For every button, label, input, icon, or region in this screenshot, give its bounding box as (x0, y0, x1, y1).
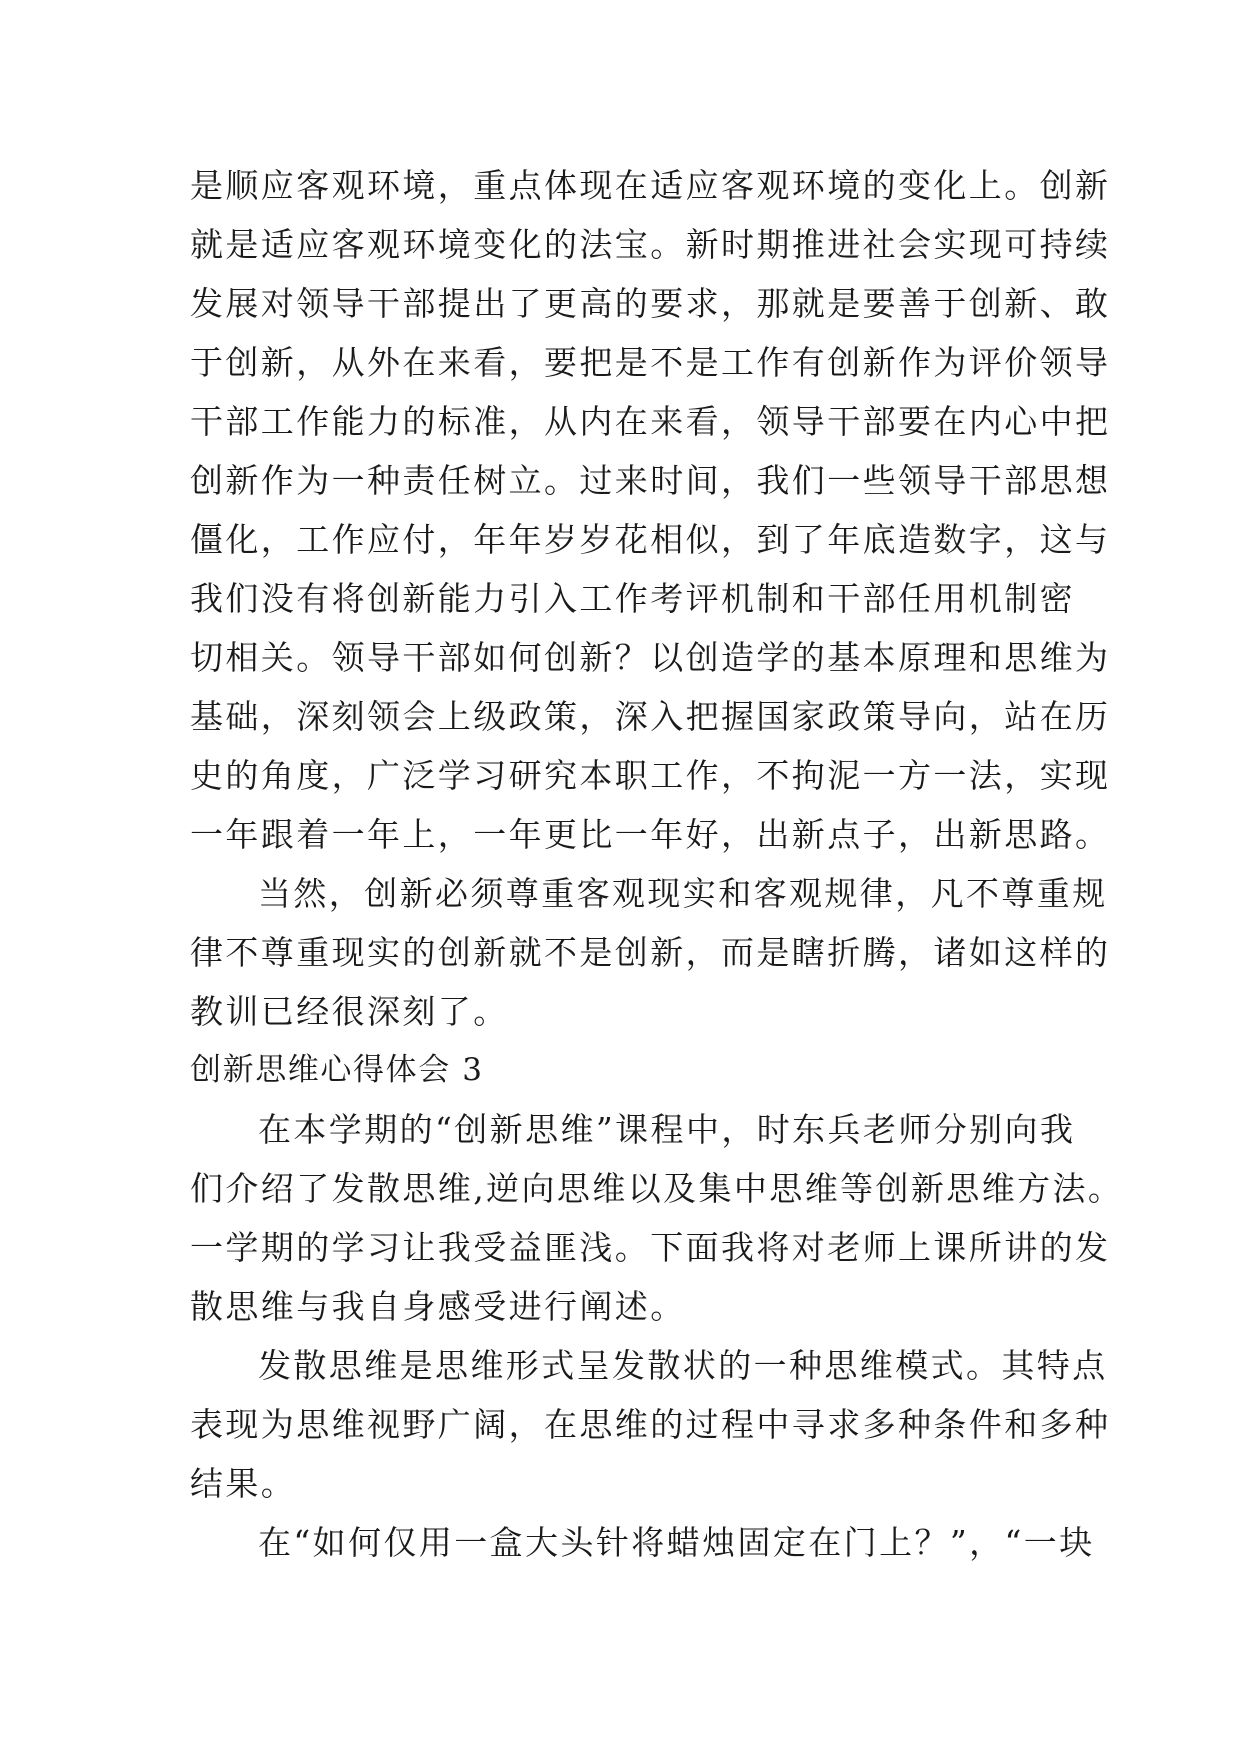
text-line: 在“如何仅用一盒大头针将蜡烛固定在门上？”，“一块 (258, 1523, 1095, 1562)
paragraph-1 (190, 156, 1111, 864)
text-line: 律不尊重现实的创新就不是创新，而是瞎折腾，诸如这样的 (190, 933, 1111, 972)
section-heading: 创新思维心得体会 3 (190, 1052, 484, 1088)
text-line: 表现为思维视野广阔，在思维的过程中寻求多种条件和多种 (190, 1405, 1111, 1444)
paragraph-2 (190, 864, 1111, 1041)
text-line: 基础，深刻领会上级政策，深入把握国家政策导向，站在历 (190, 697, 1111, 736)
text-line: 僵化，工作应付，年年岁岁花相似，到了年底造数字，这与 (190, 520, 1111, 559)
paragraph-3 (190, 1100, 1124, 1336)
text-line: 史的角度，广泛学习研究本职工作，不拘泥一方一法，实现 (190, 756, 1111, 795)
text-line: 在本学期的“创新思维”课程中，时东兵老师分别向我 (258, 1110, 1076, 1149)
paragraph-4 (190, 1336, 1111, 1513)
text-line: 是顺应客观环境，重点体现在适应客观环境的变化上。创新 (190, 166, 1111, 205)
paragraph-5 (190, 1513, 1095, 1572)
text-line: 切相关。领导干部如何创新？以创造学的基本原理和思维为 (190, 638, 1111, 677)
document-body (190, 156, 1124, 1572)
text-line: 散思维与我自身感受进行阐述。 (190, 1287, 686, 1326)
text-line: 教训已经很深刻了。 (190, 992, 509, 1031)
text-line: 发展对领导干部提出了更高的要求，那就是要善于创新、敢 (190, 284, 1111, 323)
text-line: 一年跟着一年上，一年更比一年好，出新点子，出新思路。 (190, 815, 1111, 854)
text-line: 当然，创新必须尊重客观现实和客观规律，凡不尊重规 (258, 874, 1108, 913)
text-line: 干部工作能力的标准，从内在来看，领导干部要在内心中把 (190, 402, 1111, 441)
text-line: 于创新，从外在来看，要把是不是工作有创新作为评价领导 (190, 343, 1111, 382)
text-line: 创新作为一种责任树立。过来时间，我们一些领导干部思想 (190, 461, 1111, 500)
text-line: 们介绍了发散思维,逆向思维以及集中思维等创新思维方法。 (190, 1169, 1124, 1208)
text-line: 就是适应客观环境变化的法宝。新时期推进社会实现可持续 (190, 225, 1111, 264)
text-line: 我们没有将创新能力引入工作考评机制和干部任用机制密 (190, 579, 1075, 618)
text-line: 发散思维是思维形式呈发散状的一种思维模式。其特点 (258, 1346, 1108, 1385)
text-line: 一学期的学习让我受益匪浅。下面我将对老师上课所讲的发 (190, 1228, 1111, 1267)
text-line: 结果。 (190, 1464, 297, 1503)
